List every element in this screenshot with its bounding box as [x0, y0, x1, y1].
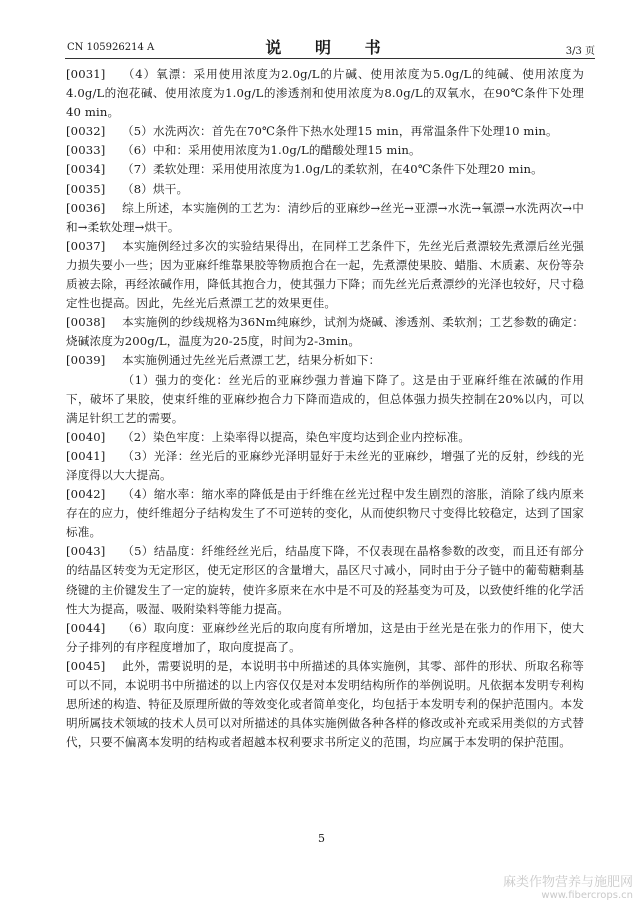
- paragraph-text: （4）缩水率：缩水率的降低是由于纤维在丝光过程中发生剧烈的溶胀，消除了线内原来存在的应力，使纤维超分子结构发生了不可逆转的变化，从而使织物尺寸变得比较稳定，达到了国家标准。: [66, 487, 584, 540]
- watermark: [503, 876, 633, 902]
- paragraph-number: [0044]: [66, 620, 106, 635]
- paragraph-number: [0034]: [66, 162, 106, 177]
- paragraph-text: （6）中和：采用使用浓度为1.0g/L的醋酸处理15 min。: [122, 143, 421, 158]
- paragraph-text: （6）取向度：亚麻纱丝光后的取向度有所增加，这是由于丝光是在张力的作用下，使大分子排列的有序程度增加了，取向度提高了。: [66, 620, 584, 654]
- paragraph: [66, 313, 584, 351]
- paragraph-text: （5）结晶度：纤维经丝光后，结晶度下降，不仅表现在晶格参数的改变，而且还有部分的结晶区转变为无定形区，使无定形区的含量增大，晶区尺寸减小，同时由于分子链中的葡萄糖剩基绕键的主价键发生了一定的旋转，使许多原来在水中是不可及的羟基变为可及，以致使纤维的化学活性大为提高，吸湿、吸附染料等能力提高。: [66, 544, 584, 616]
- watermark-url: www.fibercrops.cn: [541, 890, 633, 901]
- paragraph-number: [0036]: [66, 200, 106, 215]
- paragraph-number: [0038]: [66, 315, 106, 330]
- paragraph: [66, 122, 584, 141]
- paragraph: [66, 542, 584, 618]
- paragraph-number: [0040]: [66, 429, 106, 444]
- paragraph: [66, 199, 584, 237]
- paragraph-number: [0042]: [66, 487, 106, 502]
- paragraph: [66, 65, 584, 122]
- paragraph-number: [0035]: [66, 181, 106, 196]
- watermark-site-name: 麻类作物营养与施肥网: [502, 875, 633, 890]
- paragraph-text: （1）强力的变化：丝光后的亚麻纱强力普遍下降了。这是由于亚麻纤维在浓碱的作用下，破坏了果胶，使束纤维的亚麻纱抱合力下降而造成的，但总体强力损失控制在20%以内，可以满足针织工艺的需要。: [66, 372, 584, 425]
- paragraph-number: [0041]: [66, 448, 106, 463]
- paragraph-text: （5）水洗两次：首先在70℃条件下热水处理15 min，再常温条件下处理10 min。: [122, 124, 558, 139]
- paragraph-text: （3）光泽：丝光后的亚麻纱光泽明显好于未丝光的亚麻纱，增强了光的反射，纱线的光泽度得以大大提高。: [66, 448, 584, 482]
- paragraph-text: （2）染色牢度：上染率得以提高，染色牢度均达到企业内控标准。: [122, 429, 471, 444]
- paragraph: [66, 657, 584, 752]
- paragraph: [66, 160, 584, 179]
- patent-number: CN 105926214 A: [67, 42, 155, 53]
- paragraph-text: 此外，需要说明的是，本说明书中所描述的具体实施例，其零、部件的形状、所取名称等可以不同，本说明书中所描述的以上内容仅仅是对本发明结构所作的举例说明。凡依据本发明专利构思所述的构造、特征及原理所做的等效变化或者简单变化，均包括于本发明专利的保护范围内。本发明所属技术领域的技术人员可以对所描述的具体实施例做各种各样的修改或补充或采用类似的方式替代，只要不偏离本发明的结构或者超越本权利要求书所定义的范围，均应属于本发明的保护范围。: [66, 658, 584, 750]
- paragraph: [66, 428, 584, 447]
- document-title: 说 明 书: [265, 38, 395, 57]
- paragraph-text: （4）氧漂：采用使用浓度为2.0g/L的片碱、使用浓度为5.0g/L的纯碱、使用浓度为4.0g/L的泡花碱、使用浓度为1.0g/L的渗透剂和使用浓度为8.0g/L的双氧水，在90℃条件下处理40 min。: [66, 67, 584, 120]
- document-body: [66, 65, 584, 752]
- paragraph-text: （8）烘干。: [122, 181, 189, 196]
- page-ratio: 3/3 页: [565, 46, 595, 57]
- paragraph-number: [0045]: [66, 658, 106, 673]
- paragraph: [66, 619, 584, 657]
- document-header: [65, 34, 595, 59]
- paragraph-text: 本实施例通过先丝光后煮漂工艺，结果分析如下：: [122, 353, 381, 368]
- paragraph-text: （7）柔软处理：采用使用浓度为1.0g/L的柔软剂，在40℃条件下处理20 min。: [122, 162, 543, 177]
- paragraph: [66, 447, 584, 485]
- paragraph: [66, 371, 584, 428]
- paragraph: [66, 351, 584, 370]
- paragraph-text: 综上所述，本实施例的工艺为：清纱后的亚麻纱→丝光→亚漂→水洗→氧漂→水洗两次→中和→柔软处理→烘干。: [66, 200, 584, 234]
- paragraph-text: 本实施例经过多次的实验结果得出，在同样工艺条件下，先丝光后煮漂较先煮漂后丝光强力损失要小一些；因为亚麻纤维靠果胶等物质抱合在一起，先煮漂使果胶、蜡脂、木质素、灰份等杂质被去除，再经浓碱作用，降低其抱合力，使其强力下降；而先丝光后煮漂纱的光泽也较好，尺寸稳定性也提高。因此，先丝光后煮漂工艺的效果更佳。: [66, 238, 584, 311]
- paragraph-number: [0033]: [66, 143, 106, 158]
- paragraph: [66, 237, 584, 313]
- paragraph: [66, 141, 584, 160]
- paragraph: [66, 180, 584, 199]
- paragraph-number: [0043]: [66, 544, 106, 559]
- paragraph-number: [0037]: [66, 238, 106, 253]
- paragraph: [66, 485, 584, 542]
- paragraph-number: [0032]: [66, 124, 106, 139]
- paragraph-number: [0031]: [66, 67, 106, 81]
- paragraph-number: [0039]: [66, 353, 106, 368]
- paragraph-text: 本实施例的纱线规格为36Nm纯麻纱，试剂为烧碱、渗透剂、柔软剂；工艺参数的确定：烧碱浓度为200g/L，温度为20-25度，时间为2-3min。: [66, 315, 584, 349]
- page-number: 5: [318, 832, 325, 845]
